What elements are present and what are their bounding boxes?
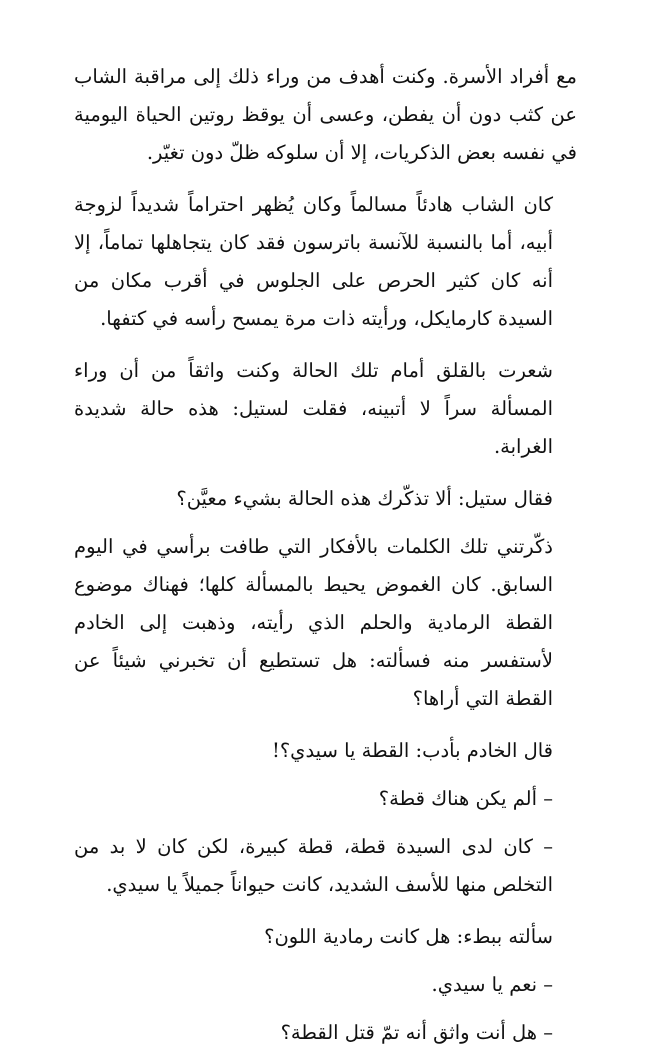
paragraph-4: فقال ستيل: ألا تذكّرك هذه الحالة بشيء معيَّن؟ <box>176 487 553 510</box>
paragraph-3: شعرت بالقلق أمام تلك الحالة وكنت واثقاً من أن وراء المسألة سراً لا أتبينه، فقلت لستيل: هذه حالة شديدة الغرابة. <box>74 359 553 458</box>
paragraph-5: ذكّرتني تلك الكلمات بالأفكار التي طافت برأسي في اليوم السابق. كان الغموض يحيط بالمسألة كلها؛ فهناك موضوع القطة الرمادية والحلم الذي رأيته، وذهبت إلى الخادم لأستفسر منه فسألته: هل تستطيع أن تخبرني شيئاً عن القطة التي أراها؟ <box>74 535 553 710</box>
paragraph-11: – هل أنت واثق أنه تمّ قتل القطة؟ <box>280 1021 553 1044</box>
paragraph-1: مع أفراد الأسرة. وكنت أهدف من وراء ذلك إلى مراقبة الشاب عن كثب دون أن يفطن، وعسى أن يوقظ روتين الحياة اليومية في نفسه بعض الذكريات، إلا أن سلوكه ظلّ دون تغيّر. <box>74 65 577 164</box>
paragraph-10: – نعم يا سيدي. <box>431 973 553 996</box>
paragraph-8: – كان لدى السيدة قطة، قطة كبيرة، لكن كان لا بد من التخلص منها للأسف الشديد، كانت حيواناً جميلاً يا سيدي. <box>74 835 553 896</box>
paragraph-6: قال الخادم بأدب: القطة يا سيدي؟! <box>272 739 553 762</box>
paragraph-2: كان الشاب هادئاً مسالماً وكان يُظهر احتراماً شديداً لزوجة أبيه، أما بالنسبة للآنسة باترسون فقد كان يتجاهلها تماماً، إلا أنه كان كثير الحرص على الجلوس في أقرب مكان من السيدة كارمايكل، ورأيته ذات مرة يمسح رأسه في كتفها. <box>74 193 553 330</box>
paragraph-9: سألته ببطء: هل كانت رمادية اللون؟ <box>264 925 553 948</box>
book-page <box>74 58 577 1062</box>
paragraph-7: – ألم يكن هناك قطة؟ <box>378 787 553 810</box>
